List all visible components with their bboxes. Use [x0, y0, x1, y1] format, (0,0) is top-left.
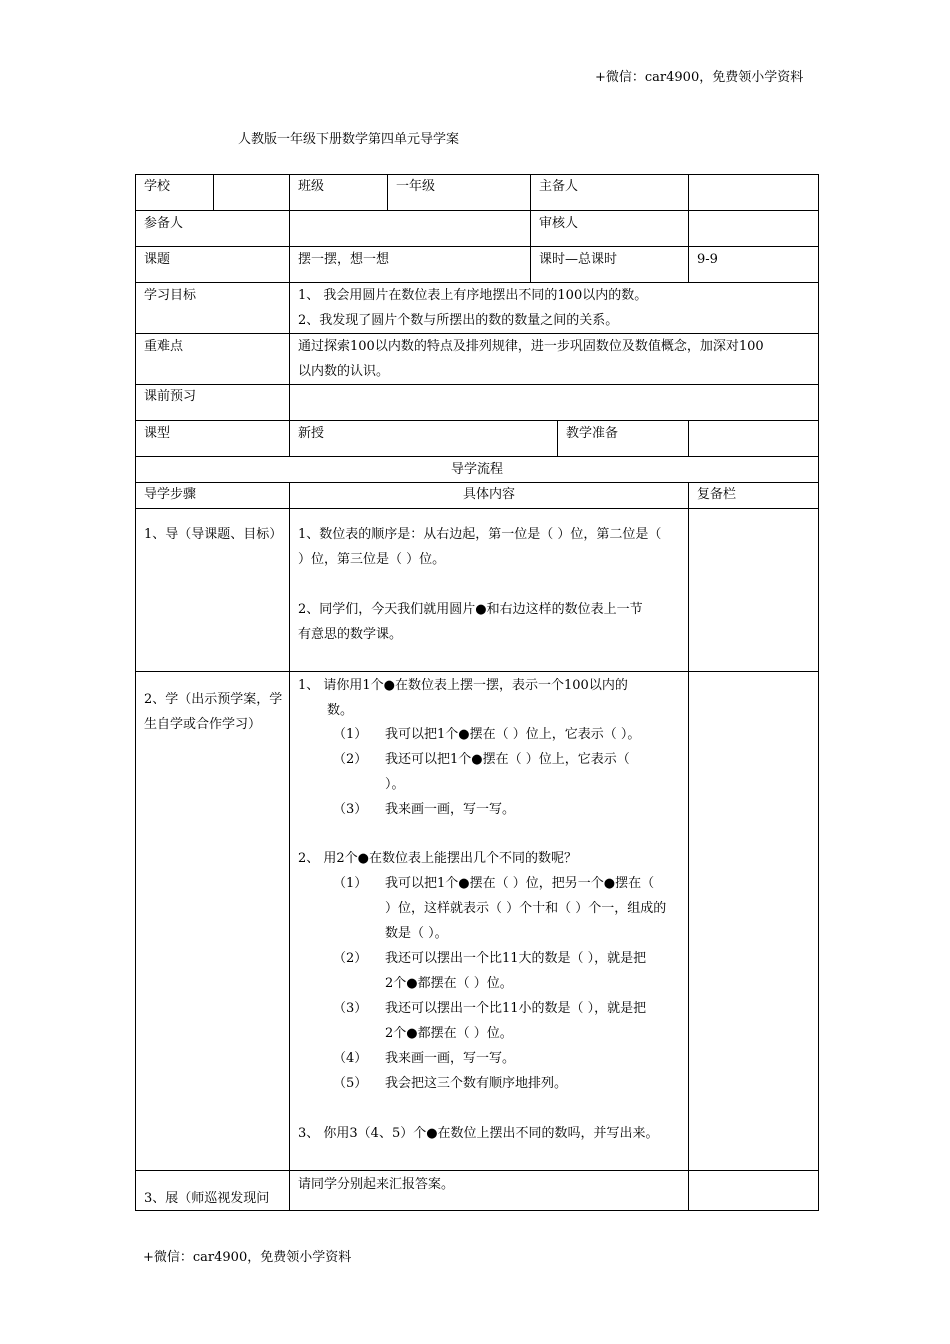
footer-note: +微信：car4900，免费领小学资料	[143, 1250, 352, 1265]
q2-item-num: （5）	[333, 1076, 368, 1091]
q2-item-num: （2）	[333, 951, 368, 966]
q1-item-text: 我来画一画，写一写。	[385, 802, 516, 817]
key-line-1: 通过探索100以内数的特点及排列规律，进一步巩固数位及数值概念，加深对100	[298, 339, 764, 354]
prep-label: 教学准备	[566, 426, 619, 441]
flow-title: 导学流程	[450, 462, 503, 477]
col-steps-header: 导学步骤	[144, 487, 197, 502]
col-content-header: 具体内容	[462, 487, 515, 502]
step1-line: ）位，第三位是（ ）位。	[298, 552, 446, 567]
class-label: 班级	[298, 179, 325, 194]
q1-line: 1、 请你用1个●在数位表上摆一摆，表示一个100以内的	[298, 678, 628, 693]
q2-item-text: 我还可以摆出一个比11大的数是（ ），就是把	[385, 951, 647, 966]
q2-line: 2、 用2个●在数位表上能摆出几个不同的数呢？	[298, 851, 578, 866]
type-label: 课型	[144, 426, 171, 441]
q1-item-num: （3）	[333, 802, 368, 817]
step1-line: 有意思的数学课。	[298, 627, 403, 642]
q2-item-text: ）位，这样就表示（ ）个十和（ ）个一，组成的	[385, 901, 667, 916]
step1-label: 1、导（导课题、目标）	[144, 527, 283, 542]
q2-item-text: 我可以把1个●摆在（ ）位，把另一个●摆在（	[385, 876, 655, 891]
goal-1: 1、 我会用圆片在数位表上有序地摆出不同的100以内的数。	[298, 288, 648, 303]
q2-item-text: 我还可以摆出一个比11小的数是（ ），就是把	[385, 1001, 647, 1016]
participants-label: 参备人	[144, 216, 184, 231]
q2-item-num: （3）	[333, 1001, 368, 1016]
step1-line: 2、同学们，今天我们就用圆片●和右边这样的数位表上一节	[298, 602, 643, 617]
step3-line: 请同学分别起来汇报答案。	[298, 1177, 455, 1192]
col-notes-header: 复备栏	[697, 487, 737, 502]
q1-item-text: ）。	[385, 777, 405, 792]
reviewer-label: 审核人	[539, 216, 579, 231]
q2-item-text: 2个●都摆在（ ）位。	[385, 976, 513, 991]
q2-item-text: 数是（ ）。	[385, 926, 448, 941]
lead-label: 主备人	[539, 179, 579, 194]
class-value[interactable]: 一年级	[396, 179, 436, 194]
q2-item-num: （1）	[333, 876, 368, 891]
step3-label: 3、展（师巡视发现问	[144, 1191, 270, 1206]
q1-item-text: 我可以把1个●摆在（ ）位上，它表示（ ）。	[385, 727, 641, 742]
school-label: 学校	[144, 179, 171, 194]
period-label: 课时—总课时	[539, 252, 618, 267]
q1-item-num: （1）	[333, 727, 368, 742]
key-label: 重难点	[144, 339, 184, 354]
topic-value[interactable]: 摆一摆，想一想	[298, 252, 390, 267]
q1-item-num: （2）	[333, 752, 368, 767]
period-value[interactable]: 9-9	[697, 252, 718, 267]
key-line-2: 以内数的认识。	[298, 364, 390, 379]
step2-label-line: 2、学（出示预学案，学	[144, 692, 283, 707]
goal-2: 2、我发现了圆片个数与所摆出的数的数量之间的关系。	[298, 313, 619, 328]
step1-line: 1、数位表的顺序是：从右边起，第一位是（ ）位，第二位是（	[298, 527, 662, 542]
type-value[interactable]: 新授	[298, 426, 325, 441]
q1-item-text: 我还可以把1个●摆在（ ）位上，它表示（	[385, 752, 630, 767]
q2-item-num: （4）	[333, 1051, 368, 1066]
q1-line: 数。	[327, 703, 354, 718]
q2-item-text: 我会把这三个数有顺序地排列。	[385, 1076, 568, 1091]
q2-item-text: 2个●都摆在（ ）位。	[385, 1026, 513, 1041]
step2-label-line: 生自学或合作学习）	[144, 717, 262, 732]
preview-label: 课前预习	[144, 389, 197, 404]
document-title: 人教版一年级下册数学第四单元导学案	[238, 132, 460, 147]
topic-label: 课题	[144, 252, 171, 267]
q2-item-text: 我来画一画，写一写。	[385, 1051, 516, 1066]
goals-label: 学习目标	[144, 288, 197, 303]
header-note: +微信：car4900，免费领小学资料	[595, 70, 804, 85]
q3-line: 3、 你用3（4、5）个●在数位上摆出不同的数吗，并写出来。	[298, 1126, 659, 1141]
